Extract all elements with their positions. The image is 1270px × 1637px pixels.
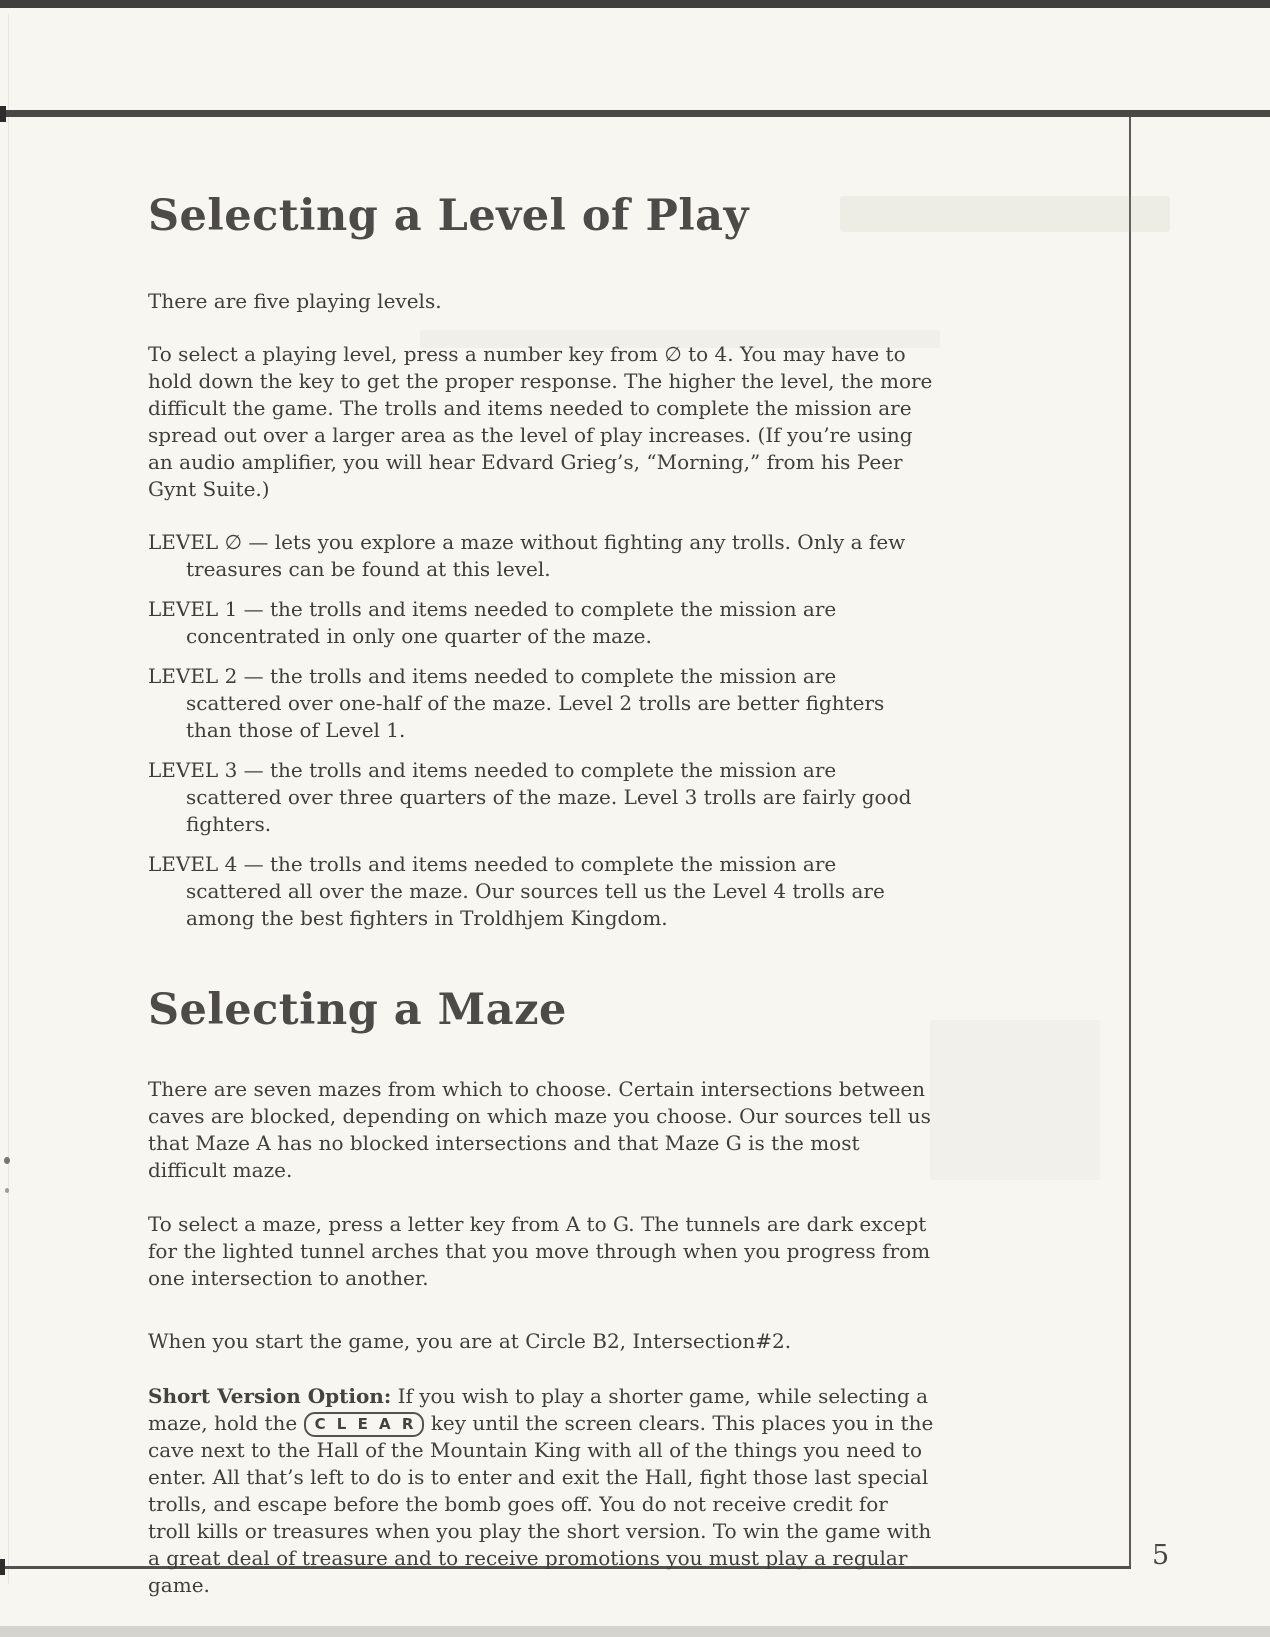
- intro-paragraph: There are five playing levels.: [148, 289, 442, 313]
- level-label: LEVEL 1: [148, 597, 238, 621]
- page-number: 5: [1152, 1540, 1170, 1571]
- section-heading-level-of-play: Selecting a Level of Play: [148, 191, 750, 241]
- level-text: — the trolls and items needed to complete the mission are scattered over three quarters of the maze. Level 3 trolls are fairly good fighters.: [186, 758, 912, 836]
- level-item-2: [148, 663, 936, 744]
- level-text: — lets you explore a maze without fighting any trolls. Only a few treasures can be found at this level.: [186, 530, 906, 581]
- short-version-paragraph: [148, 1383, 936, 1599]
- level-list: [148, 529, 936, 932]
- level-item-1: [148, 596, 936, 650]
- level-item-0: [148, 529, 936, 583]
- scan-speck: [4, 1157, 10, 1164]
- level-text: — the trolls and items needed to complete the mission are scattered all over the maze. Our sources tell us the Level 4 trolls are among the best fighters in Troldhjem Kingdom.: [186, 852, 885, 930]
- short-version-text-before: If you wish to play a shorter game, while selecting a maze, hold the: [148, 1384, 929, 1435]
- top-edge-bar: [0, 0, 1270, 8]
- right-border-line: [1129, 117, 1131, 1568]
- left-edge-ink-mark-bottom: [0, 1559, 5, 1575]
- level-select-paragraph: To select a playing level, press a number key from ∅ to 4. You may have to hold down the key to get the proper response. The higher the level, the more difficult the game. The trolls and items needed to complete the mission are spread out over a larger area as the level of play increases. (If you’re using an audio amplifier, you will hear Edvard Grieg’s, “Morning,” from his Peer Gynt Suite.): [148, 342, 933, 501]
- level-text: — the trolls and items needed to complete the mission are concentrated in only one quarter of the maze.: [186, 597, 837, 648]
- left-edge-ink-mark-top: [0, 106, 6, 122]
- scan-speck: [5, 1188, 9, 1193]
- level-item-3: [148, 757, 936, 838]
- section-heading-maze: Selecting a Maze: [148, 985, 567, 1035]
- left-crease-line: [8, 14, 9, 1584]
- clear-key-cap: C L E A R: [304, 1412, 425, 1437]
- short-version-label: Short Version Option:: [148, 1384, 392, 1408]
- short-version-text-after: key until the screen clears. This places you in the cave next to the Hall of the Mountain King with all of the things you need to enter. All that’s left to do is to enter and exit the Hall, fight those last special trolls, and escape before the bomb goes off. You do not receive credit for troll kills or treasures when you play the short version. To win the game with a great deal of treasure and to receive promotions you must play a regular game.: [148, 1411, 934, 1597]
- level-label: LEVEL 2: [148, 664, 238, 688]
- level-text: — the trolls and items needed to complete the mission are scattered over one-half of the maze. Level 2 trolls are better fighters than those of Level 1.: [186, 664, 885, 742]
- level-label: LEVEL ∅: [148, 530, 242, 554]
- maze-paragraph-3: When you start the game, you are at Circle B2, Intersection#2.: [148, 1329, 792, 1353]
- level-label: LEVEL 4: [148, 852, 238, 876]
- scan-bottom-band: [0, 1626, 1270, 1637]
- level-label: LEVEL 3: [148, 758, 238, 782]
- level-item-4: [148, 851, 936, 932]
- bleed-through-artifact: [930, 1020, 1100, 1180]
- maze-paragraph-1: There are seven mazes from which to choose. Certain intersections between caves are blocked, depending on which maze you choose. Our sources tell us that Maze A has no blocked intersections and that Maze G is the most difficult maze.: [148, 1077, 931, 1182]
- maze-paragraph-2: To select a maze, press a letter key from A to G. The tunnels are dark except for the lighted tunnel arches that you move through when you progress from one intersection to another.: [148, 1212, 931, 1290]
- page-content: [148, 110, 936, 1599]
